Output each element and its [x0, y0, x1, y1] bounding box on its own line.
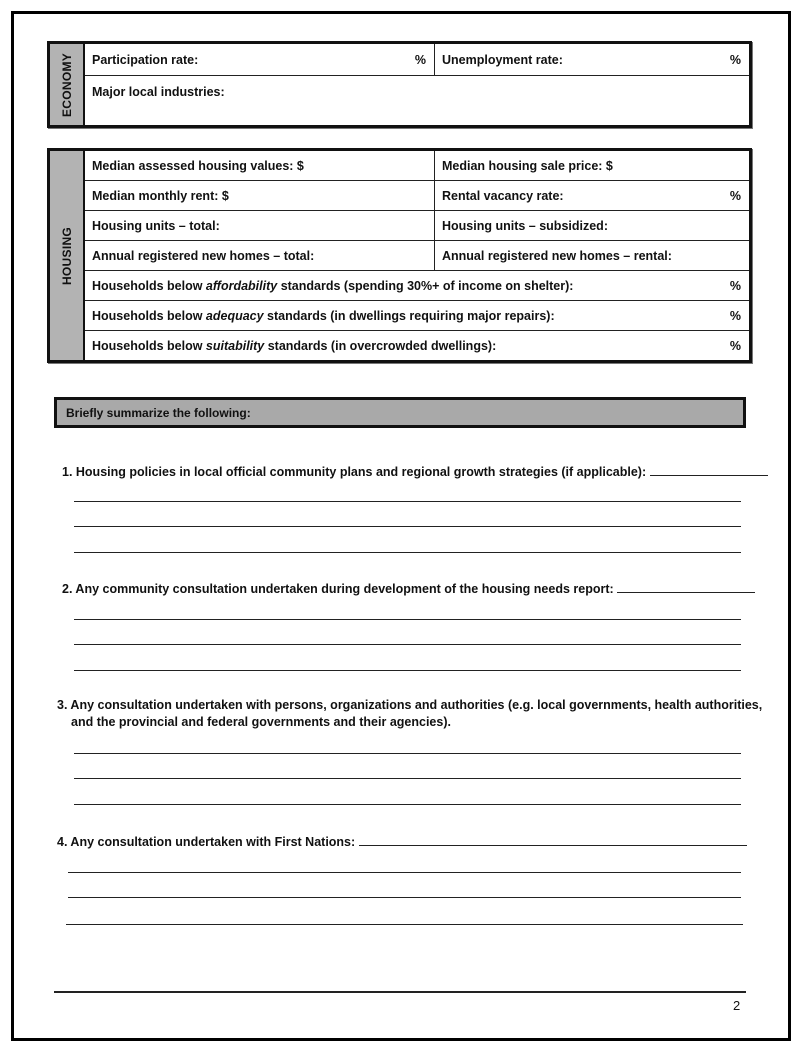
answer-line-q3-2[interactable] — [74, 778, 741, 779]
answer-line[interactable] — [359, 834, 747, 846]
summary-header: Briefly summarize the following: — [54, 397, 746, 428]
page-number: 2 — [733, 998, 741, 1013]
housing-side-label: HOUSING — [50, 151, 85, 360]
median-sale-price-field[interactable]: Median housing sale price: $ — [434, 151, 749, 180]
percent-unit: % — [729, 338, 741, 353]
new-homes-rental-field[interactable]: Annual registered new homes – rental: — [434, 241, 749, 270]
question-4: 4. Any consultation undertaken with First Nations: — [57, 834, 747, 849]
adequacy-label: Households below adequacy standards (in dwellings requiring major repairs): — [92, 308, 555, 323]
economy-side-label: ECONOMY — [50, 44, 85, 125]
major-industries-field[interactable] — [85, 76, 749, 125]
percent-unit: % — [729, 52, 741, 67]
affordability-label: Households below affordability standards (spending 30%+ of income on shelter): — [92, 278, 574, 293]
answer-line-q3-1[interactable] — [74, 753, 741, 754]
housing-section — [47, 148, 752, 363]
answer-line-q4-2[interactable] — [68, 897, 741, 898]
answer-line-q2-2[interactable] — [74, 644, 741, 645]
participation-rate-label: Participation rate: — [92, 52, 199, 67]
units-total-field[interactable]: Housing units – total: — [92, 218, 220, 233]
answer-line-q2-3[interactable] — [74, 670, 741, 671]
answer-line-q1-1[interactable] — [74, 501, 741, 502]
answer-line[interactable] — [650, 464, 768, 476]
adequacy-field[interactable] — [85, 301, 749, 330]
new-homes-total-field[interactable]: Annual registered new homes – total: — [92, 248, 315, 263]
rental-vacancy-field[interactable]: Rental vacancy rate: % — [434, 181, 749, 210]
question-2: 2. Any community consultation undertaken during development of the housing needs report: — [62, 581, 755, 596]
answer-line-q3-3[interactable] — [74, 804, 741, 805]
percent-unit: % — [729, 188, 741, 203]
answer-line-q1-3[interactable] — [74, 552, 741, 553]
percent-unit: % — [414, 52, 426, 67]
answer-line-q4-3[interactable] — [66, 924, 743, 925]
answer-line-q1-2[interactable] — [74, 526, 741, 527]
economy-section — [47, 41, 752, 128]
suitability-field[interactable] — [85, 331, 749, 360]
answer-line[interactable] — [617, 581, 755, 593]
percent-unit: % — [729, 308, 741, 323]
footer-rule — [54, 991, 746, 993]
answer-line-q2-1[interactable] — [74, 619, 741, 620]
participation-rate-field[interactable] — [85, 44, 434, 75]
affordability-field[interactable] — [85, 271, 749, 300]
unemployment-rate-label: Unemployment rate: — [442, 52, 563, 67]
question-3: 3. Any consultation undertaken with persons, organizations and authorities (e.g. local governments, health authorities, and the provincial and federal governments and their agencies). — [57, 698, 763, 729]
suitability-label: Households below suitability standards (in overcrowded dwellings): — [92, 338, 497, 353]
median-rent-field[interactable]: Median monthly rent: $ — [92, 188, 229, 203]
answer-line-q4-1[interactable] — [68, 872, 741, 873]
major-industries-label: Major local industries: — [92, 85, 225, 99]
units-subsidized-field[interactable]: Housing units – subsidized: — [434, 211, 749, 240]
median-assessed-value-field[interactable]: Median assessed housing values: $ — [92, 158, 304, 173]
question-1: 1. Housing policies in local official community plans and regional growth strategies (if applicable): — [62, 464, 768, 479]
unemployment-rate-field[interactable] — [434, 44, 749, 75]
percent-unit: % — [729, 278, 741, 293]
